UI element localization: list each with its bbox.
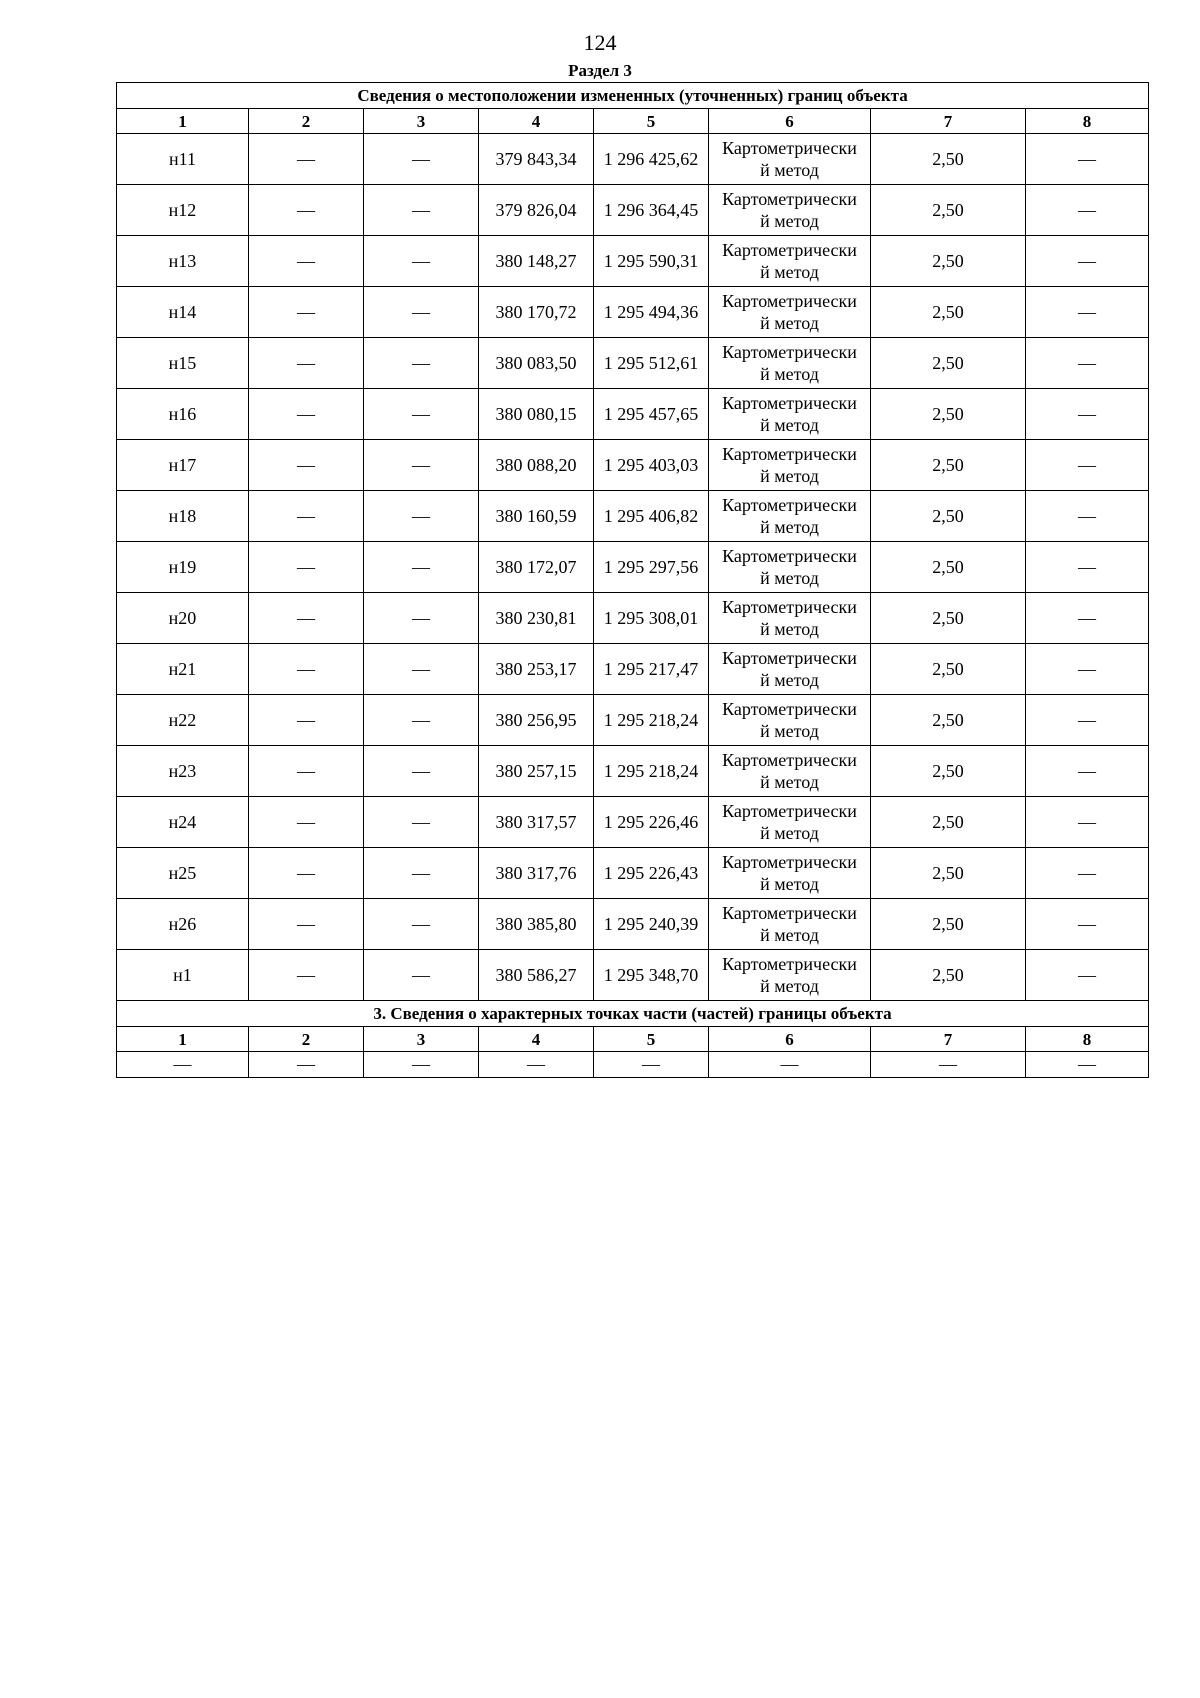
table-cell: — — [364, 1052, 479, 1078]
part-column-header: 5 — [594, 1027, 709, 1052]
x-coordinate-cell: 380 170,72 — [479, 287, 594, 338]
part-column-header: 6 — [709, 1027, 871, 1052]
table-cell: — — [249, 491, 364, 542]
accuracy-cell: 2,50 — [871, 389, 1026, 440]
table-cell: — — [1026, 236, 1149, 287]
accuracy-cell: 2,50 — [871, 542, 1026, 593]
method-line-2: й метод — [760, 364, 819, 384]
method-cell — [709, 695, 871, 746]
table-cell: — — [594, 1052, 709, 1078]
x-coordinate-cell: 380 256,95 — [479, 695, 594, 746]
table-cell: — — [249, 134, 364, 185]
method-cell — [709, 899, 871, 950]
y-coordinate-cell: 1 295 308,01 — [594, 593, 709, 644]
y-coordinate-cell: 1 295 403,03 — [594, 440, 709, 491]
table-row — [117, 491, 1149, 542]
method-line-2: й метод — [760, 619, 819, 639]
x-coordinate-cell: 380 083,50 — [479, 338, 594, 389]
accuracy-cell: 2,50 — [871, 797, 1026, 848]
method-line-2: й метод — [760, 160, 819, 180]
accuracy-cell: 2,50 — [871, 644, 1026, 695]
page-number: 124 — [583, 30, 617, 55]
table-cell: — — [364, 287, 479, 338]
method-line-2: й метод — [760, 568, 819, 588]
method-cell — [709, 338, 871, 389]
point-cell: н23 — [117, 746, 249, 797]
section-title: Раздел 3 — [568, 61, 632, 80]
method-line-1: Картометрически — [722, 597, 857, 617]
table-cell: — — [249, 695, 364, 746]
table-cell: — — [1026, 695, 1149, 746]
table-cell: — — [1026, 1052, 1149, 1078]
y-coordinate-cell: 1 295 226,46 — [594, 797, 709, 848]
table-row — [117, 644, 1149, 695]
column-header-row — [117, 109, 1149, 134]
table-cell: — — [1026, 389, 1149, 440]
table-row — [117, 389, 1149, 440]
method-line-1: Картометрически — [722, 648, 857, 668]
point-cell: н24 — [117, 797, 249, 848]
x-coordinate-cell: 380 317,76 — [479, 848, 594, 899]
method-cell — [709, 287, 871, 338]
table-row — [117, 440, 1149, 491]
accuracy-cell: 2,50 — [871, 950, 1026, 1001]
table-cell: — — [1026, 899, 1149, 950]
method-cell — [709, 950, 871, 1001]
x-coordinate-cell: 380 317,57 — [479, 797, 594, 848]
column-header: 2 — [249, 109, 364, 134]
accuracy-cell: 2,50 — [871, 440, 1026, 491]
table-cell: — — [364, 746, 479, 797]
x-coordinate-cell: 380 160,59 — [479, 491, 594, 542]
table-cell: — — [249, 542, 364, 593]
accuracy-cell: 2,50 — [871, 185, 1026, 236]
column-header: 7 — [871, 109, 1026, 134]
method-line-1: Картометрически — [722, 546, 857, 566]
method-line-1: Картометрически — [722, 699, 857, 719]
method-line-1: Картометрически — [722, 444, 857, 464]
part-title: 3. Сведения о характерных точках части (частей) границы объекта — [117, 1001, 1149, 1027]
method-line-2: й метод — [760, 874, 819, 894]
table-title: Сведения о местоположении измененных (уточненных) границ объекта — [117, 83, 1149, 109]
x-coordinate-cell: 379 843,34 — [479, 134, 594, 185]
accuracy-cell: 2,50 — [871, 695, 1026, 746]
x-coordinate-cell: 380 148,27 — [479, 236, 594, 287]
column-header: 6 — [709, 109, 871, 134]
point-cell: н15 — [117, 338, 249, 389]
method-cell — [709, 797, 871, 848]
table-cell: — — [709, 1052, 871, 1078]
table-cell: — — [1026, 848, 1149, 899]
table-cell: — — [1026, 950, 1149, 1001]
method-line-1: Картометрически — [722, 291, 857, 311]
column-header: 1 — [117, 109, 249, 134]
method-line-1: Картометрически — [722, 801, 857, 821]
table-cell: — — [249, 746, 364, 797]
table-cell: — — [364, 185, 479, 236]
x-coordinate-cell: 380 230,81 — [479, 593, 594, 644]
column-header: 8 — [1026, 109, 1149, 134]
method-line-2: й метод — [760, 976, 819, 996]
point-cell: н19 — [117, 542, 249, 593]
method-line-2: й метод — [760, 772, 819, 792]
x-coordinate-cell: 380 253,17 — [479, 644, 594, 695]
table-row — [117, 185, 1149, 236]
column-header: 3 — [364, 109, 479, 134]
table-cell: — — [117, 1052, 249, 1078]
table-cell: — — [364, 440, 479, 491]
table-row — [117, 236, 1149, 287]
y-coordinate-cell: 1 296 364,45 — [594, 185, 709, 236]
point-cell: н12 — [117, 185, 249, 236]
table-cell: — — [249, 644, 364, 695]
method-line-1: Картометрически — [722, 189, 857, 209]
accuracy-cell: 2,50 — [871, 491, 1026, 542]
point-cell: н14 — [117, 287, 249, 338]
accuracy-cell: 2,50 — [871, 746, 1026, 797]
table-cell: — — [364, 848, 479, 899]
table-row — [117, 287, 1149, 338]
point-cell: н18 — [117, 491, 249, 542]
table-row — [117, 746, 1149, 797]
accuracy-cell: 2,50 — [871, 134, 1026, 185]
part-title-row — [117, 1001, 1149, 1027]
y-coordinate-cell: 1 295 240,39 — [594, 899, 709, 950]
table-cell: — — [249, 236, 364, 287]
part-column-header: 8 — [1026, 1027, 1149, 1052]
method-line-2: й метод — [760, 670, 819, 690]
y-coordinate-cell: 1 295 512,61 — [594, 338, 709, 389]
part-column-header: 1 — [117, 1027, 249, 1052]
part-column-header: 2 — [249, 1027, 364, 1052]
table-cell: — — [364, 593, 479, 644]
point-cell: н22 — [117, 695, 249, 746]
table-cell: — — [479, 1052, 594, 1078]
method-line-1: Картометрически — [722, 954, 857, 974]
method-line-1: Картометрически — [722, 393, 857, 413]
method-line-1: Картометрически — [722, 750, 857, 770]
method-line-1: Картометрически — [722, 138, 857, 158]
accuracy-cell: 2,50 — [871, 593, 1026, 644]
y-coordinate-cell: 1 295 218,24 — [594, 746, 709, 797]
y-coordinate-cell: 1 295 218,24 — [594, 695, 709, 746]
method-cell — [709, 746, 871, 797]
table-cell: — — [364, 695, 479, 746]
table-cell: — — [1026, 746, 1149, 797]
method-cell — [709, 542, 871, 593]
table-cell: — — [1026, 542, 1149, 593]
table-cell: — — [1026, 134, 1149, 185]
table-title-row — [117, 83, 1149, 109]
method-line-1: Картометрически — [722, 342, 857, 362]
method-line-2: й метод — [760, 313, 819, 333]
table-cell: — — [1026, 593, 1149, 644]
method-line-2: й метод — [760, 262, 819, 282]
table-cell: — — [249, 950, 364, 1001]
method-cell — [709, 491, 871, 542]
table-cell: — — [364, 389, 479, 440]
y-coordinate-cell: 1 295 494,36 — [594, 287, 709, 338]
point-cell: н13 — [117, 236, 249, 287]
method-cell — [709, 389, 871, 440]
table-cell: — — [1026, 185, 1149, 236]
table-cell: — — [1026, 440, 1149, 491]
part-column-header: 4 — [479, 1027, 594, 1052]
part-empty-row — [117, 1052, 1149, 1078]
table-cell: — — [364, 134, 479, 185]
method-cell — [709, 644, 871, 695]
table-cell: — — [249, 338, 364, 389]
accuracy-cell: 2,50 — [871, 236, 1026, 287]
table-cell: — — [1026, 644, 1149, 695]
table-cell: — — [364, 644, 479, 695]
method-line-2: й метод — [760, 925, 819, 945]
table-row — [117, 899, 1149, 950]
table-cell: — — [364, 542, 479, 593]
table-cell: — — [249, 440, 364, 491]
point-cell: н21 — [117, 644, 249, 695]
method-line-1: Картометрически — [722, 903, 857, 923]
table-cell: — — [249, 797, 364, 848]
x-coordinate-cell: 380 257,15 — [479, 746, 594, 797]
x-coordinate-cell: 380 080,15 — [479, 389, 594, 440]
method-line-2: й метод — [760, 721, 819, 741]
method-cell — [709, 440, 871, 491]
boundary-points-table — [116, 82, 1149, 1078]
column-header: 4 — [479, 109, 594, 134]
table-cell: — — [364, 899, 479, 950]
table-cell: — — [1026, 797, 1149, 848]
table-row — [117, 338, 1149, 389]
table-cell: — — [1026, 287, 1149, 338]
method-cell — [709, 848, 871, 899]
table-row — [117, 695, 1149, 746]
table-row — [117, 848, 1149, 899]
x-coordinate-cell: 380 088,20 — [479, 440, 594, 491]
part-column-header: 7 — [871, 1027, 1026, 1052]
x-coordinate-cell: 380 385,80 — [479, 899, 594, 950]
y-coordinate-cell: 1 295 348,70 — [594, 950, 709, 1001]
table-cell: — — [1026, 491, 1149, 542]
table-cell: — — [364, 338, 479, 389]
table-cell: — — [249, 389, 364, 440]
y-coordinate-cell: 1 295 457,65 — [594, 389, 709, 440]
table-cell: — — [249, 1052, 364, 1078]
y-coordinate-cell: 1 296 425,62 — [594, 134, 709, 185]
y-coordinate-cell: 1 295 297,56 — [594, 542, 709, 593]
point-cell: н11 — [117, 134, 249, 185]
table-body — [117, 83, 1149, 1078]
x-coordinate-cell: 380 586,27 — [479, 950, 594, 1001]
point-cell: н20 — [117, 593, 249, 644]
y-coordinate-cell: 1 295 406,82 — [594, 491, 709, 542]
method-cell — [709, 593, 871, 644]
point-cell: н26 — [117, 899, 249, 950]
method-line-2: й метод — [760, 466, 819, 486]
table-row — [117, 593, 1149, 644]
table-row — [117, 797, 1149, 848]
method-cell — [709, 134, 871, 185]
table-cell: — — [249, 287, 364, 338]
x-coordinate-cell: 379 826,04 — [479, 185, 594, 236]
table-cell: — — [249, 848, 364, 899]
method-line-2: й метод — [760, 517, 819, 537]
y-coordinate-cell: 1 295 590,31 — [594, 236, 709, 287]
table-cell: — — [364, 491, 479, 542]
method-line-1: Картометрически — [722, 240, 857, 260]
method-cell — [709, 236, 871, 287]
point-cell: н25 — [117, 848, 249, 899]
y-coordinate-cell: 1 295 217,47 — [594, 644, 709, 695]
accuracy-cell: 2,50 — [871, 338, 1026, 389]
table-cell: — — [871, 1052, 1026, 1078]
x-coordinate-cell: 380 172,07 — [479, 542, 594, 593]
table-cell: — — [249, 185, 364, 236]
table-cell: — — [364, 797, 479, 848]
method-line-2: й метод — [760, 415, 819, 435]
table-cell: — — [364, 236, 479, 287]
table-row — [117, 950, 1149, 1001]
part-column-header: 3 — [364, 1027, 479, 1052]
point-cell: н16 — [117, 389, 249, 440]
part-column-header-row — [117, 1027, 1149, 1052]
table-cell: — — [249, 899, 364, 950]
accuracy-cell: 2,50 — [871, 848, 1026, 899]
table-cell: — — [1026, 338, 1149, 389]
table-cell: — — [364, 950, 479, 1001]
method-cell — [709, 185, 871, 236]
table-row — [117, 134, 1149, 185]
method-line-1: Картометрически — [722, 852, 857, 872]
accuracy-cell: 2,50 — [871, 287, 1026, 338]
y-coordinate-cell: 1 295 226,43 — [594, 848, 709, 899]
method-line-1: Картометрически — [722, 495, 857, 515]
point-cell: н17 — [117, 440, 249, 491]
accuracy-cell: 2,50 — [871, 899, 1026, 950]
method-line-2: й метод — [760, 823, 819, 843]
point-cell: н1 — [117, 950, 249, 1001]
table-cell: — — [249, 593, 364, 644]
method-line-2: й метод — [760, 211, 819, 231]
table-row — [117, 542, 1149, 593]
column-header: 5 — [594, 109, 709, 134]
